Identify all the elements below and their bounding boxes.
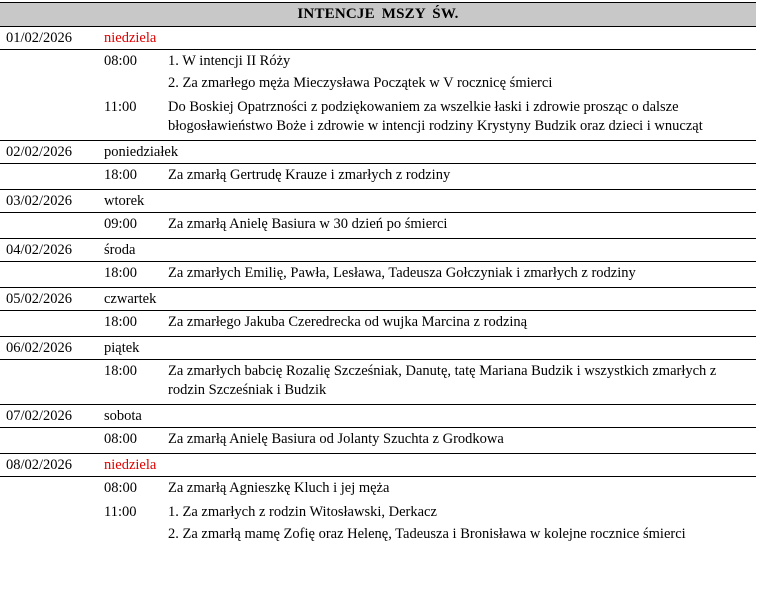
day-date: 03/02/2026 (6, 193, 73, 209)
day-masses (0, 262, 756, 288)
day-masses (0, 477, 756, 548)
mass-intent: Za zmarłą Anielę Basiura od Jolanty Szuchta z Grodkowa (168, 431, 504, 447)
mass-intents (168, 262, 756, 286)
page-title: INTENCJE MSZY ŚW. (0, 2, 756, 27)
day-row (0, 239, 756, 262)
mass-entry (0, 50, 756, 96)
day-masses (0, 50, 756, 141)
mass-intents (168, 477, 756, 501)
mass-entry (0, 428, 756, 452)
mass-entry (0, 311, 756, 335)
day-date: 07/02/2026 (6, 408, 73, 424)
day-row (0, 288, 756, 311)
mass-time: 08:00 (104, 480, 138, 496)
day-weekday: wtorek (104, 193, 145, 209)
mass-entry (0, 501, 756, 547)
mass-time: 11:00 (104, 99, 137, 115)
mass-intent: Za zmarłą Agnieszkę Kluch i jej męża (168, 480, 390, 496)
day-masses (0, 360, 756, 405)
mass-intents (168, 96, 756, 139)
mass-time: 11:00 (104, 504, 137, 520)
mass-entry (0, 164, 756, 188)
day-row (0, 27, 756, 50)
mass-intents (168, 360, 756, 403)
mass-time: 08:00 (104, 53, 138, 69)
day-weekday: środa (104, 242, 136, 258)
mass-intent: Do Boskiej Opatrzności z podziękowaniem za wszelkie łaski i zdrowie prosząc o dalsze błogosławieństwo Boże i zdrowie w intencji rodziny Krystyny Budzik oraz dzieci i wnucząt (168, 99, 703, 134)
day-weekday: sobota (104, 408, 142, 424)
day-row (0, 405, 756, 428)
mass-intents (168, 311, 756, 335)
day-date: 04/02/2026 (6, 242, 73, 258)
mass-intent: Za zmarłego Jakuba Czeredrecka od wujka Marcina z rodziną (168, 314, 528, 330)
mass-entry (0, 96, 756, 139)
mass-time: 18:00 (104, 265, 138, 281)
mass-intents (168, 501, 756, 547)
mass-intent: 2. Za zmarłego męża Mieczysława Początek w V rocznicę śmierci (168, 75, 553, 91)
day-date: 06/02/2026 (6, 340, 73, 356)
mass-intent: Za zmarłą Gertrudę Krauze i zmarłych z rodziny (168, 167, 451, 183)
mass-intents (168, 50, 756, 96)
mass-intent: 1. W intencji II Róży (168, 53, 291, 69)
day-weekday: czwartek (104, 291, 157, 307)
mass-time: 08:00 (104, 431, 138, 447)
mass-intent: Za zmarłą Anielę Basiura w 30 dzień po śmierci (168, 216, 448, 232)
mass-entry (0, 213, 756, 237)
day-row (0, 190, 756, 213)
mass-entry (0, 360, 756, 403)
day-masses (0, 213, 756, 239)
mass-time: 18:00 (104, 167, 138, 183)
mass-entry (0, 477, 756, 501)
day-date: 01/02/2026 (6, 30, 73, 46)
mass-intents (168, 428, 756, 452)
day-weekday: niedziela (104, 30, 157, 46)
mass-time: 09:00 (104, 216, 138, 232)
day-row (0, 141, 756, 164)
day-date: 08/02/2026 (6, 457, 73, 473)
day-masses (0, 311, 756, 337)
day-masses (0, 164, 756, 190)
day-weekday: niedziela (104, 457, 157, 473)
days-list (0, 27, 756, 548)
day-row (0, 454, 756, 477)
mass-intent: Za zmarłych babcię Rozalię Szcześniak, Danutę, tatę Mariana Budzik i wszystkich zmarłych z rodzin Szcześniak i Budzik (168, 363, 717, 398)
mass-time: 18:00 (104, 363, 138, 379)
day-masses (0, 428, 756, 454)
day-date: 02/02/2026 (6, 144, 73, 160)
mass-intents (168, 213, 756, 237)
day-weekday: poniedziałek (104, 144, 179, 160)
mass-intents (168, 164, 756, 188)
day-row (0, 337, 756, 360)
mass-intent: 1. Za zmarłych z rodzin Witosławski, Derkacz (168, 504, 437, 520)
mass-intent: 2. Za zmarłą mamę Zofię oraz Helenę, Tadeusza i Bronisława w kolejne rocznice śmierci (168, 526, 686, 542)
mass-time: 18:00 (104, 314, 138, 330)
mass-intentions-document (0, 2, 756, 548)
day-weekday: piątek (104, 340, 140, 356)
mass-intent: Za zmarłych Emilię, Pawła, Lesława, Tadeusza Gołczyniak i zmarłych z rodziny (168, 265, 636, 281)
mass-entry (0, 262, 756, 286)
day-date: 05/02/2026 (6, 291, 73, 307)
